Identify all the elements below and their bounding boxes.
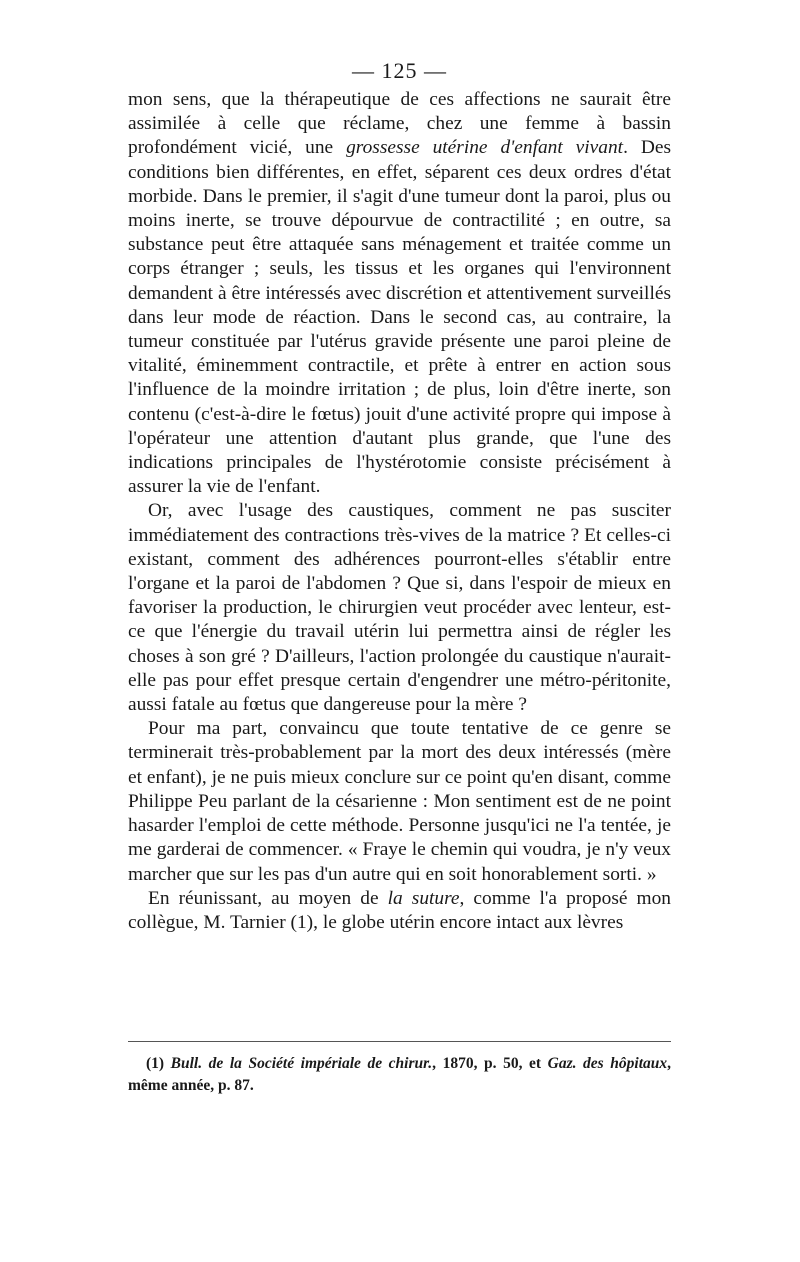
paragraph-list <box>128 88 671 935</box>
paragraph <box>128 887 671 935</box>
text-run: , comme l'a proposé mon collègue, M. Tarnier (1), le globe utérin encore intact aux lèvres <box>128 887 671 933</box>
italic-text: Bull. de la Société impériale de chirur. <box>170 1055 433 1072</box>
text-run: , 1870, p. 50, et <box>432 1055 548 1072</box>
page-body <box>128 56 671 935</box>
text-run: Or, avec l'usage des caustiques, comment ne pas susciter immédiatement des contractions très-vives de la matrice ? Et celles-ci existant, comment des adhérences pourront-elles s'établir entre l'organe et la paroi de l'abdomen ? Que si, dans l'espoir de mieux en favoriser la production, le chirurgien veut procéder avec lenteur, est-ce que l'énergie du travail utérin lui permettra ainsi de régler les choses à son gré ? D'ailleurs, l'action prolongée du caustique n'aurait-elle pas pour effet presque certain d'engendrer une métro-péritonite, aussi fatale au fœtus que dangereuse pour la mère ? <box>128 500 671 716</box>
paragraph <box>128 717 671 886</box>
text-run: . Des conditions bien différentes, en effet, séparent ces deux ordres d'état morbide. Dans le premier, il s'agit d'une tumeur dont la paroi, plus ou moins inerte, se trouve dépourvue de contractilité ; en outre, sa substance peut être attaquée sans ménagement et traitée comme un corps étranger ; seuls, les tissus et les organes qui l'environnent demandent à être intéressés avec discrétion et attentivement surveillés dans leur mode de réaction. Dans le second cas, au contraire, la tumeur constituée par l'utérus gravide présente une paroi pleine de vitalité, éminemment contractile, et prête à entrer en action sous l'influence de la moindre irritation ; de plus, loin d'être inerte, son contenu (c'est-à-dire le fœtus) jouit d'une activité propre qui impose à l'opérateur une attention d'autant plus grande, que l'une des indications principales de l'hystérotomie consiste précisément à assurer la vie de l'enfant. <box>128 137 671 498</box>
footnote <box>128 1053 671 1097</box>
text-run: mon sens, que la thérapeutique de ces affections ne saurait être assimilée à celle que réclame, chez une femme à bassin profondément vicié, une <box>128 89 671 159</box>
text-run: En réunissant, au moyen de <box>148 887 388 909</box>
italic-text: la suture <box>387 887 460 909</box>
paragraph <box>128 499 671 717</box>
paragraph <box>128 88 671 499</box>
text-run: (1) <box>146 1055 171 1072</box>
text-run: Pour ma part, convaincu que toute tentative de ce genre se terminerait très-probablement par la mort des deux intéressés (mère et enfant), je ne puis mieux conclure sur ce point qu'en disant, comme Philippe Peu parlant de la césarienne : Mon sentiment est de ne point hasarder l'emploi de cette méthode. Personne jusqu'ici ne l'a tentée, je me garderai de commencer. « Fraye le chemin qui voudra, je n'y veux marcher que sur les pas d'un autre qui en soit honorablement sorti. » <box>128 718 671 885</box>
page-number: — 125 — <box>352 58 447 83</box>
italic-text: grossesse utérine d'enfant vivant <box>346 137 624 159</box>
text-run: , même année, p. 87. <box>128 1055 671 1094</box>
italic-text: Gaz. des hôpitaux <box>547 1055 668 1072</box>
footnote-divider <box>128 1041 671 1042</box>
